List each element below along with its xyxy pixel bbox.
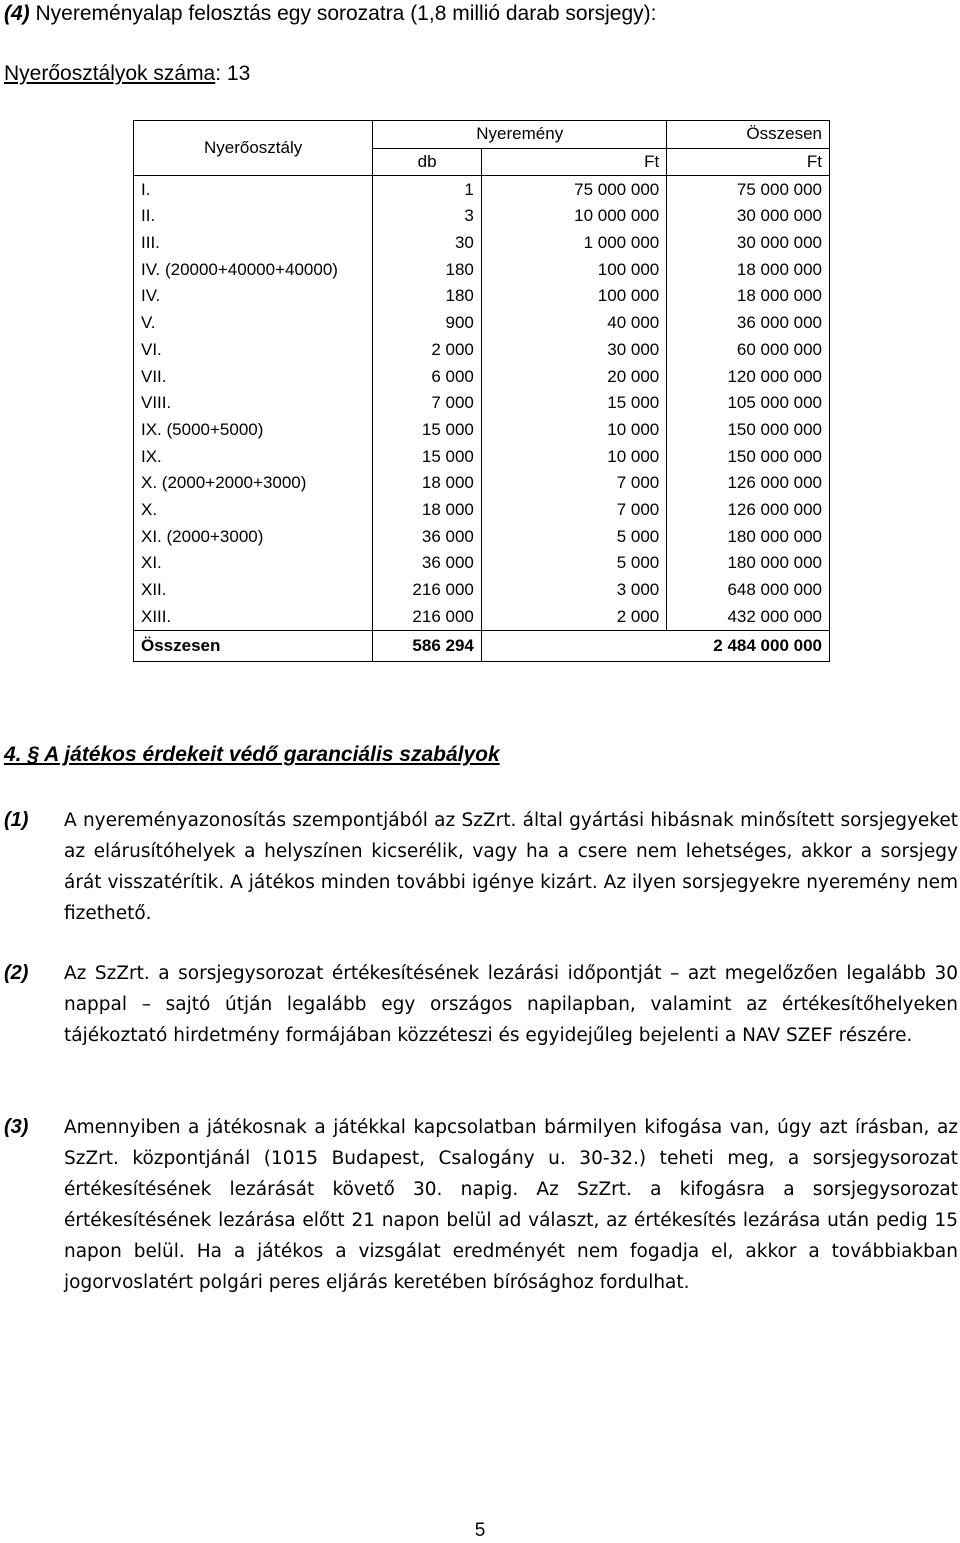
cell-ft: 40 000	[481, 310, 666, 337]
cell-ft: 5 000	[481, 523, 666, 550]
table-row	[134, 603, 830, 630]
header-class: Nyerőosztály	[134, 121, 373, 176]
cell-class: XI. (2000+3000)	[134, 523, 373, 550]
table-row	[134, 176, 830, 203]
cell-total: 36 000 000	[667, 310, 830, 337]
cell-total: 18 000 000	[667, 283, 830, 310]
cell-class: IV. (20000+40000+40000)	[134, 256, 373, 283]
cell-db: 15 000	[373, 417, 482, 444]
cell-ft: 7 000	[481, 470, 666, 497]
cell-db: 18 000	[373, 497, 482, 524]
table-row	[134, 203, 830, 230]
cell-db: 18 000	[373, 470, 482, 497]
classes-count-value: : 13	[215, 62, 251, 85]
cell-total: 648 000 000	[667, 577, 830, 604]
cell-class: I.	[134, 176, 373, 203]
cell-ft: 10 000	[481, 417, 666, 444]
cell-class: IX. (5000+5000)	[134, 417, 373, 444]
cell-db: 30	[373, 230, 482, 257]
table-row	[134, 417, 830, 444]
cell-db: 216 000	[373, 577, 482, 604]
heading-number: (4)	[4, 2, 30, 25]
cell-db: 2 000	[373, 337, 482, 364]
cell-total: 105 000 000	[667, 390, 830, 417]
cell-total: 120 000 000	[667, 363, 830, 390]
cell-ft: 30 000	[481, 337, 666, 364]
cell-ft: 3 000	[481, 577, 666, 604]
paragraph-3	[4, 1112, 958, 1298]
paragraph-2	[4, 958, 958, 1051]
table-row	[134, 523, 830, 550]
cell-class: III.	[134, 230, 373, 257]
cell-total: 60 000 000	[667, 337, 830, 364]
table-row	[134, 256, 830, 283]
header-ft-total: Ft	[667, 148, 830, 176]
cell-total: 126 000 000	[667, 497, 830, 524]
cell-ft: 75 000 000	[481, 176, 666, 203]
table-row	[134, 443, 830, 470]
cell-total: 180 000 000	[667, 550, 830, 577]
cell-total: 180 000 000	[667, 523, 830, 550]
total-label: Összesen	[134, 631, 373, 662]
table-header-row	[134, 121, 830, 149]
cell-class: IV.	[134, 283, 373, 310]
cell-class: XII.	[134, 577, 373, 604]
cell-class: VII.	[134, 363, 373, 390]
section-title: 4. § A játékos érdekeit védő garanciális szabályok	[4, 743, 500, 766]
table-body	[134, 176, 830, 662]
cell-db: 15 000	[373, 443, 482, 470]
cell-total: 150 000 000	[667, 443, 830, 470]
table-row	[134, 230, 830, 257]
total-db: 586 294	[373, 631, 482, 662]
cell-ft: 2 000	[481, 603, 666, 630]
cell-class: VI.	[134, 337, 373, 364]
cell-class: II.	[134, 203, 373, 230]
cell-class: XI.	[134, 550, 373, 577]
cell-ft: 20 000	[481, 363, 666, 390]
header-total: Összesen	[667, 121, 830, 149]
cell-ft: 10 000	[481, 443, 666, 470]
cell-total: 432 000 000	[667, 603, 830, 630]
total-amount: 2 484 000 000	[481, 631, 829, 662]
table-total-row	[134, 631, 830, 662]
cell-total: 18 000 000	[667, 256, 830, 283]
paragraph-number: (2)	[4, 962, 29, 984]
cell-ft: 7 000	[481, 497, 666, 524]
cell-ft: 15 000	[481, 390, 666, 417]
table-row	[134, 497, 830, 524]
cell-db: 3	[373, 203, 482, 230]
paragraph-text: Amennyiben a játékosnak a játékkal kapcsolatban bármilyen kifogása van, úgy azt írásban, az SzZrt. központjánál (1015 Budapest, Csalogány u. 30-32.) teheti meg, a sorsjegysorozat értékesítésének lezárását követő 30. napig. Az SzZrt. a kifogásra a sorsjegysorozat értékesítésének lezárása előtt 21 napon belül ad választ, az értékesítés lezárása után pedig 15 napon belül. Ha a játékos a vizsgálat eredményét nem fogadja el, akkor a továbbiakban jogorvoslatért polgári peres eljárás keretében bírósághoz fordulhat.	[64, 1117, 958, 1293]
cell-db: 900	[373, 310, 482, 337]
cell-ft: 5 000	[481, 550, 666, 577]
page-number: 5	[474, 1520, 486, 1541]
paragraph-number: (3)	[4, 1116, 29, 1138]
cell-ft: 100 000	[481, 256, 666, 283]
cell-db: 6 000	[373, 363, 482, 390]
cell-db: 216 000	[373, 603, 482, 630]
classes-count-line	[4, 62, 250, 86]
paragraph-text: Az SzZrt. a sorsjegysorozat értékesítésének lezárási időpontját – azt megelőzően legalább 30 nappal – sajtó útján legalább egy országos napilapban, valamint az értékesítőhelyeken tájékoztató hirdetmény formájában közzéteszi és egyidejűleg bejelenti a NAV SZEF részére.	[64, 963, 958, 1046]
paragraph-number: (1)	[4, 809, 29, 831]
paragraph-1	[4, 805, 958, 929]
table-row	[134, 470, 830, 497]
cell-db: 7 000	[373, 390, 482, 417]
cell-ft: 1 000 000	[481, 230, 666, 257]
cell-total: 75 000 000	[667, 176, 830, 203]
cell-class: XIII.	[134, 603, 373, 630]
table-row	[134, 283, 830, 310]
cell-ft: 10 000 000	[481, 203, 666, 230]
cell-db: 180	[373, 283, 482, 310]
cell-total: 30 000 000	[667, 230, 830, 257]
classes-count-label: Nyerőosztályok száma	[4, 62, 216, 85]
cell-total: 150 000 000	[667, 417, 830, 444]
cell-db: 36 000	[373, 550, 482, 577]
cell-total: 126 000 000	[667, 470, 830, 497]
cell-db: 180	[373, 256, 482, 283]
cell-total: 30 000 000	[667, 203, 830, 230]
cell-class: IX.	[134, 443, 373, 470]
paragraph-text: A nyereményazonosítás szempontjából az SzZrt. által gyártási hibásnak minősített sorsjegyeket az elárusítóhelyek a helyszínen kicserélik, vagy ha a csere nem lehetséges, akkor a sorsjegy árát visszatérítik. A játékos minden további igénye kizárt. Az ilyen sorsjegyekre nyeremény nem fizethető.	[64, 810, 958, 924]
table-row	[134, 550, 830, 577]
cell-db: 1	[373, 176, 482, 203]
cell-class: X. (2000+2000+3000)	[134, 470, 373, 497]
cell-class: V.	[134, 310, 373, 337]
cell-class: X.	[134, 497, 373, 524]
cell-class: VIII.	[134, 390, 373, 417]
table-row	[134, 310, 830, 337]
heading-text: Nyereményalap felosztás egy sorozatra (1,8 millió darab sorsjegy):	[35, 2, 657, 25]
cell-db: 36 000	[373, 523, 482, 550]
section-heading	[4, 2, 656, 26]
table-row	[134, 337, 830, 364]
header-prize: Nyeremény	[373, 121, 667, 149]
table-row	[134, 577, 830, 604]
cell-ft: 100 000	[481, 283, 666, 310]
header-db: db	[373, 148, 482, 176]
header-ft: Ft	[481, 148, 666, 176]
table-row	[134, 390, 830, 417]
table-row	[134, 363, 830, 390]
prize-table	[133, 120, 830, 662]
